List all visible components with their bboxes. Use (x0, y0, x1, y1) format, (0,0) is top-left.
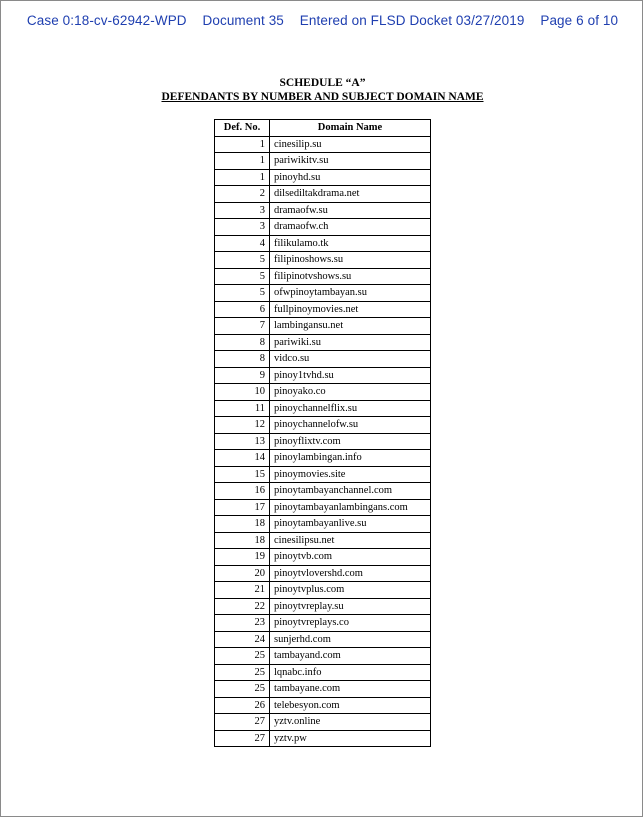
table-row (215, 664, 431, 681)
table-row (215, 466, 431, 483)
domain-name-cell: pinoyako.co (270, 384, 431, 401)
table-row (215, 615, 431, 632)
domain-name-cell: pinoytvreplays.co (270, 615, 431, 632)
defendants-table (214, 119, 431, 747)
table-row (215, 153, 431, 170)
table-row (215, 186, 431, 203)
domain-name-cell: pinoylambingan.info (270, 450, 431, 467)
def-number-cell: 17 (215, 499, 270, 516)
def-number-cell: 16 (215, 483, 270, 500)
table-row (215, 499, 431, 516)
domain-name-cell: vidco.su (270, 351, 431, 368)
domain-name-cell: pinoyflixtv.com (270, 433, 431, 450)
domain-name-cell: pinoytambayanlive.su (270, 516, 431, 533)
def-number-cell: 18 (215, 532, 270, 549)
domain-name-cell: pinoytvb.com (270, 549, 431, 566)
domain-name-cell: lqnabc.info (270, 664, 431, 681)
table-row (215, 268, 431, 285)
page-indicator: Page 6 of 10 (540, 13, 619, 28)
def-number-cell: 25 (215, 664, 270, 681)
table-row (215, 598, 431, 615)
def-number-cell: 1 (215, 136, 270, 153)
def-number-cell: 8 (215, 351, 270, 368)
def-number-cell: 1 (215, 153, 270, 170)
table-row (215, 648, 431, 665)
def-number-cell: 9 (215, 367, 270, 384)
document-number: Document 35 (202, 13, 284, 28)
def-number-cell: 26 (215, 697, 270, 714)
table-row (215, 235, 431, 252)
def-number-cell: 12 (215, 417, 270, 434)
domain-name-cell: dramaofw.su (270, 202, 431, 219)
def-number-cell: 5 (215, 252, 270, 269)
table-row (215, 549, 431, 566)
def-number-cell: 1 (215, 169, 270, 186)
domain-name-cell: yztv.online (270, 714, 431, 731)
table-row (215, 367, 431, 384)
domain-name-cell: yztv.pw (270, 730, 431, 747)
def-number-cell: 3 (215, 202, 270, 219)
domain-name-cell: telebesyon.com (270, 697, 431, 714)
table-row (215, 516, 431, 533)
domain-name-cell: cinesilip.su (270, 136, 431, 153)
table-row (215, 681, 431, 698)
table-row (215, 252, 431, 269)
def-number-cell: 7 (215, 318, 270, 335)
docket-entry: Entered on FLSD Docket 03/27/2019 (299, 13, 525, 28)
def-number-cell: 21 (215, 582, 270, 599)
domain-name-cell: filipinoshows.su (270, 252, 431, 269)
def-number-cell: 25 (215, 648, 270, 665)
domain-name-cell: fullpinoymovies.net (270, 301, 431, 318)
def-number-cell: 24 (215, 631, 270, 648)
domain-name-cell: pinoychannelflix.su (270, 400, 431, 417)
def-number-cell: 3 (215, 219, 270, 236)
table-row (215, 631, 431, 648)
def-number-cell: 5 (215, 285, 270, 302)
domain-name-cell: pinoyhd.su (270, 169, 431, 186)
table-row (215, 318, 431, 335)
domain-name-cell: ofwpinoytambayan.su (270, 285, 431, 302)
def-number-cell: 8 (215, 334, 270, 351)
def-number-cell: 13 (215, 433, 270, 450)
domain-name-cell: pinoytvplus.com (270, 582, 431, 599)
def-number-cell: 22 (215, 598, 270, 615)
case-number: Case 0:18-cv-62942-WPD (26, 13, 187, 28)
def-number-cell: 4 (215, 235, 270, 252)
table-row (215, 433, 431, 450)
table-row (215, 136, 431, 153)
domain-name-cell: pinoytambayanlambingans.com (270, 499, 431, 516)
def-number-cell: 18 (215, 516, 270, 533)
table-row (215, 285, 431, 302)
table-row (215, 730, 431, 747)
domain-name-cell: sunjerhd.com (270, 631, 431, 648)
table-row (215, 532, 431, 549)
def-number-cell: 6 (215, 301, 270, 318)
column-header-def-no: Def. No. (215, 120, 270, 137)
domain-name-cell: pariwiki.su (270, 334, 431, 351)
domain-name-cell: dilsediltakdrama.net (270, 186, 431, 203)
table-row (215, 219, 431, 236)
domain-name-cell: filipinotvshows.su (270, 268, 431, 285)
domain-name-cell: pinoy1tvhd.su (270, 367, 431, 384)
table-header-row (215, 120, 431, 137)
table-row (215, 417, 431, 434)
table-row (215, 400, 431, 417)
table-row (215, 334, 431, 351)
def-number-cell: 10 (215, 384, 270, 401)
schedule-subtitle: DEFENDANTS BY NUMBER AND SUBJECT DOMAIN NAME (161, 91, 484, 103)
table-row (215, 582, 431, 599)
def-number-cell: 19 (215, 549, 270, 566)
table-row (215, 202, 431, 219)
domain-name-cell: pinoychannelofw.su (270, 417, 431, 434)
domain-name-cell: dramaofw.ch (270, 219, 431, 236)
domain-name-cell: pinoytvreplay.su (270, 598, 431, 615)
def-number-cell: 20 (215, 565, 270, 582)
def-number-cell: 23 (215, 615, 270, 632)
def-number-cell: 2 (215, 186, 270, 203)
domain-name-cell: pinoytambayanchannel.com (270, 483, 431, 500)
def-number-cell: 27 (215, 730, 270, 747)
table-row (215, 384, 431, 401)
table-row (215, 301, 431, 318)
def-number-cell: 14 (215, 450, 270, 467)
table-body (215, 136, 431, 747)
schedule-title: SCHEDULE “A” (279, 77, 366, 89)
def-number-cell: 5 (215, 268, 270, 285)
table-row (215, 714, 431, 731)
def-number-cell: 11 (215, 400, 270, 417)
def-number-cell: 27 (215, 714, 270, 731)
table-row (215, 169, 431, 186)
domain-name-cell: tambayane.com (270, 681, 431, 698)
table-row (215, 450, 431, 467)
table-row (215, 565, 431, 582)
domain-name-cell: pinoymovies.site (270, 466, 431, 483)
domain-name-cell: tambayand.com (270, 648, 431, 665)
table-row (215, 697, 431, 714)
domain-name-cell: filikulamo.tk (270, 235, 431, 252)
domain-name-cell: cinesilipsu.net (270, 532, 431, 549)
domain-name-cell: pinoytvlovershd.com (270, 565, 431, 582)
column-header-domain-name: Domain Name (270, 120, 431, 137)
domain-name-cell: lambingansu.net (270, 318, 431, 335)
def-number-cell: 25 (215, 681, 270, 698)
domain-name-cell: pariwikitv.su (270, 153, 431, 170)
table-row (215, 483, 431, 500)
def-number-cell: 15 (215, 466, 270, 483)
table-row (215, 351, 431, 368)
docket-header (1, 13, 643, 28)
